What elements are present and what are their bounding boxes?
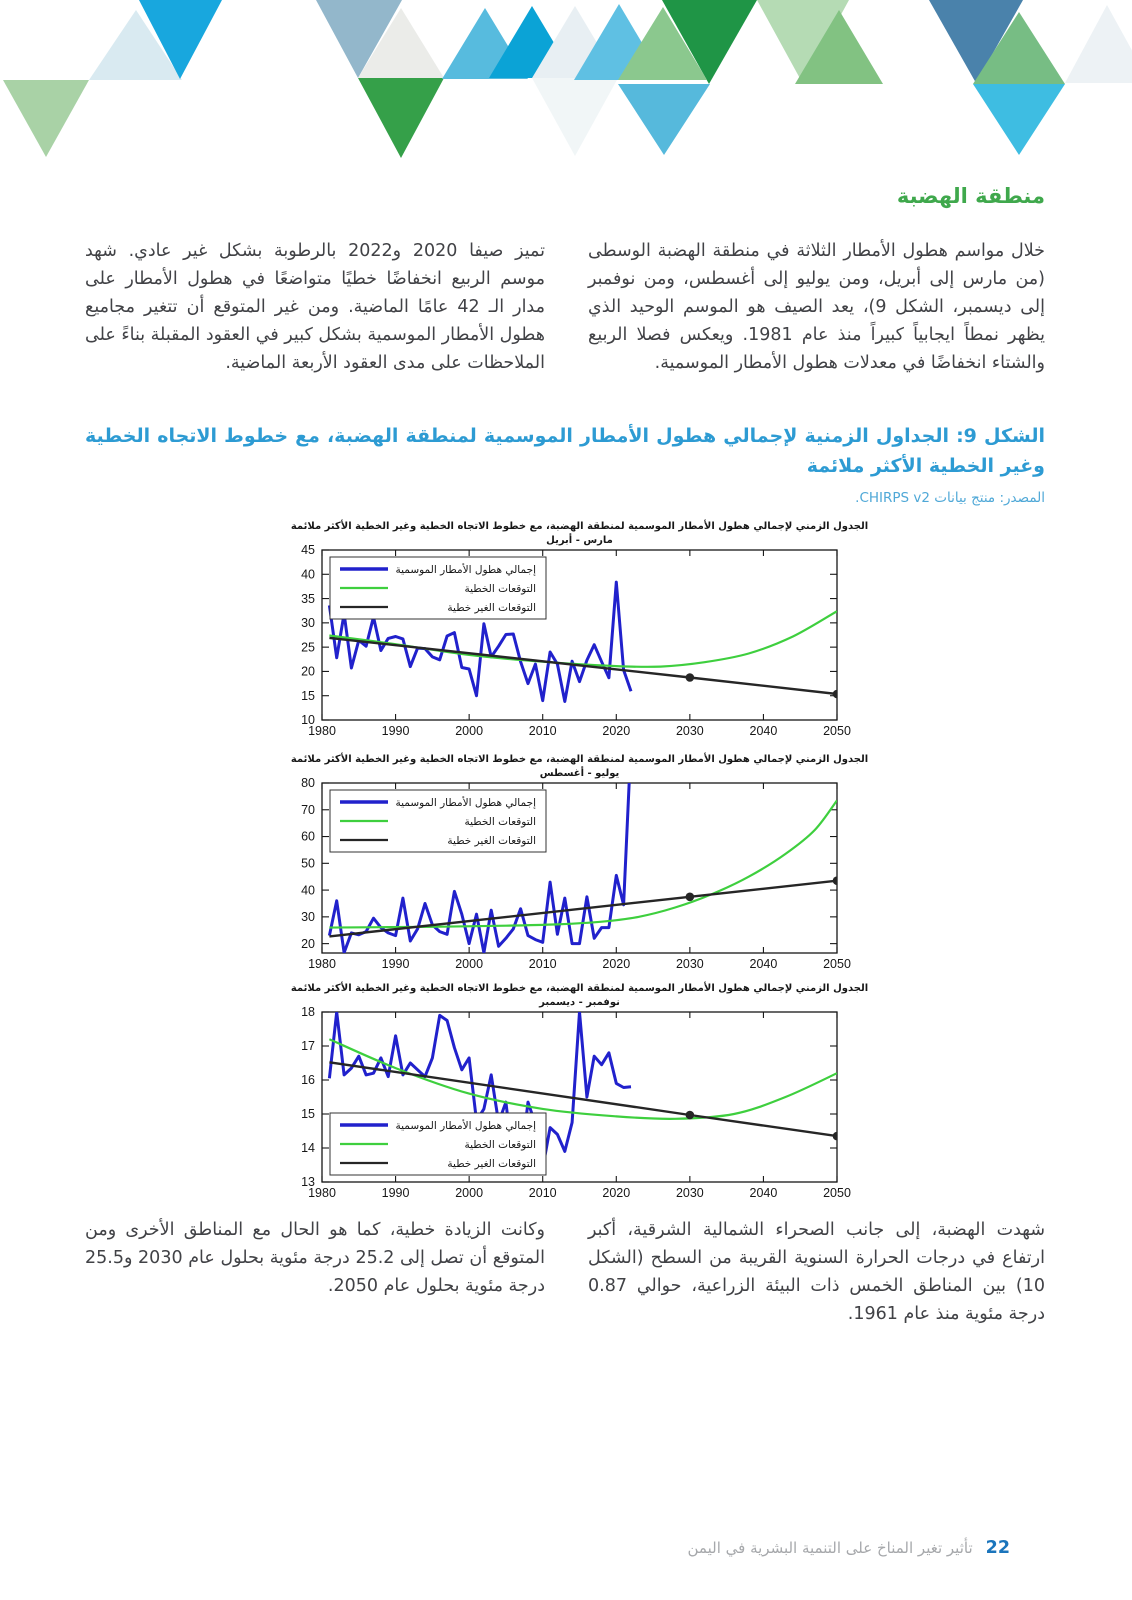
y-tick-label: 60 bbox=[301, 829, 315, 844]
x-tick-label: 2030 bbox=[675, 1186, 704, 1200]
x-tick-label: 2010 bbox=[528, 957, 557, 971]
y-tick-label: 15 bbox=[301, 688, 315, 703]
paragraph-intro-left: تميز صيفا 2020 و2022 بالرطوبة بشكل غير عادي. شهد موسم الربيع انخفاضًا خطيًا متواضعًا في هطول الأمطار على مدار الـ 42 عامًا الماضية. ومن غير المتوقع أن تتغير مجاميع هطول الأمطار الموسمية بشكل كبير في العقود المقبلة بناءً على الملاحظات على مدى العقود الأربعة الماضية. bbox=[85, 241, 546, 373]
chart-legend bbox=[330, 790, 546, 852]
y-tick-label: 13 bbox=[301, 1175, 315, 1190]
x-tick-label: 2040 bbox=[749, 957, 778, 971]
chart-title: الجدول الزمني لإجمالي هطول الأمطار الموسمية لمنطقة الهضبة، مع خطوط الاتجاه الخطية وغير الخطية الأكثر ملائمة bbox=[290, 754, 869, 765]
legend-label: التوقعات الخطية bbox=[464, 815, 536, 828]
chart-subtitle: نوفمبر - ديسمبر bbox=[539, 997, 620, 1008]
x-tick-label: 2000 bbox=[455, 724, 484, 738]
y-tick-label: 80 bbox=[301, 776, 315, 791]
legend-label: التوقعات الخطية bbox=[464, 1138, 536, 1151]
chart-subtitle: يوليو - أغسطس bbox=[539, 768, 620, 779]
page-footer bbox=[688, 1538, 1010, 1558]
y-tick-label: 50 bbox=[301, 856, 315, 871]
x-tick-label: 2020 bbox=[602, 724, 631, 738]
chart-march-april bbox=[268, 514, 908, 746]
y-tick-label: 16 bbox=[301, 1073, 315, 1088]
figure-caption: الشكل 9: الجداول الزمنية لإجمالي هطول الأمطار الموسمية لمنطقة الهضبة، مع خطوط الاتجاه الخطية وغير الخطية الأكثر ملائمة bbox=[85, 425, 1045, 477]
forecast-marker bbox=[833, 690, 842, 699]
forecast-marker bbox=[833, 876, 842, 885]
x-tick-label: 1980 bbox=[308, 1186, 336, 1200]
x-tick-label: 2040 bbox=[749, 1186, 778, 1200]
forecast-marker bbox=[833, 1132, 842, 1141]
y-tick-label: 17 bbox=[301, 1039, 315, 1054]
y-tick-label: 10 bbox=[301, 713, 315, 728]
x-tick-label: 2010 bbox=[528, 724, 557, 738]
paragraph-temperature-right: شهدت الهضبة، إلى جانب الصحراء الشمالية الشرقية، أكبر ارتفاع في درجات الحرارة السنوية القريبة من السطح (الشكل 10) بين المناطق الخمس ذات البيئة الزراعية، حوالي 0.87 درجة مئوية منذ عام 1961. bbox=[588, 1220, 1045, 1324]
x-tick-label: 2020 bbox=[602, 957, 631, 971]
x-tick-label: 2040 bbox=[749, 724, 778, 738]
x-tick-label: 1980 bbox=[308, 724, 336, 738]
y-tick-label: 40 bbox=[301, 567, 315, 582]
paragraph-intro-right: خلال مواسم هطول الأمطار الثلاثة في منطقة الهضبة الوسطى (من مارس إلى أبريل، ومن يوليو إلى أغسطس، ومن نوفمبر إلى ديسمبر، الشكل 9)، يعد الصيف هو الموسم الوحيد الذي يظهر نمطاً ايجابياً كبيراً منذ عام 1981. ويعكس فصلا الربيع والشتاء انخفاضًا في معدلات هطول الأمطار الموسمية. bbox=[588, 241, 1045, 373]
forecast-marker bbox=[686, 1111, 695, 1120]
x-tick-label: 1990 bbox=[381, 957, 410, 971]
forecast-marker bbox=[686, 673, 695, 682]
figure-source: المصدر: منتج بيانات CHIRPS v2. bbox=[855, 490, 1045, 506]
x-tick-label: 2030 bbox=[675, 957, 704, 971]
chart-subtitle: مارس - أبريل bbox=[546, 535, 613, 546]
x-tick-label: 1990 bbox=[381, 724, 410, 738]
y-tick-label: 30 bbox=[301, 910, 315, 925]
x-tick-label: 2010 bbox=[528, 1186, 557, 1200]
forecast-marker bbox=[686, 892, 695, 901]
chart-title: الجدول الزمني لإجمالي هطول الأمطار الموسمية لمنطقة الهضبة، مع خطوط الاتجاه الخطية وغير الخطية الأكثر ملائمة bbox=[290, 983, 869, 994]
chart-svg bbox=[268, 514, 908, 746]
page-number: 22 bbox=[985, 1538, 1010, 1558]
y-tick-label: 40 bbox=[301, 883, 315, 898]
chart-svg bbox=[268, 976, 908, 1208]
x-tick-label: 2050 bbox=[823, 1186, 851, 1200]
legend-label: التوقعات الغير خطية bbox=[447, 601, 536, 614]
y-tick-label: 35 bbox=[301, 591, 315, 606]
legend-label: التوقعات الغير خطية bbox=[447, 1157, 536, 1170]
y-tick-label: 45 bbox=[301, 543, 315, 558]
y-tick-label: 70 bbox=[301, 802, 315, 817]
x-tick-label: 2050 bbox=[823, 957, 851, 971]
x-tick-label: 2000 bbox=[455, 957, 484, 971]
y-tick-label: 14 bbox=[301, 1141, 315, 1156]
y-tick-label: 15 bbox=[301, 1107, 315, 1122]
y-tick-label: 30 bbox=[301, 616, 315, 631]
chart-legend bbox=[330, 1113, 546, 1175]
chart-november-december bbox=[268, 976, 908, 1208]
chart-title: الجدول الزمني لإجمالي هطول الأمطار الموسمية لمنطقة الهضبة، مع خطوط الاتجاه الخطية وغير الخطية الأكثر ملائمة bbox=[290, 521, 869, 532]
y-tick-label: 20 bbox=[301, 936, 315, 951]
chart-legend bbox=[330, 557, 546, 619]
chart-svg bbox=[268, 747, 908, 979]
y-tick-label: 18 bbox=[301, 1005, 315, 1020]
x-tick-label: 2000 bbox=[455, 1186, 484, 1200]
legend-label: التوقعات الخطية bbox=[464, 582, 536, 595]
section-heading: منطقة الهضبة bbox=[896, 184, 1045, 208]
legend-label: إجمالي هطول الأمطار الموسمية bbox=[395, 1119, 536, 1132]
legend-label: التوقعات الغير خطية bbox=[447, 834, 536, 847]
x-tick-label: 1990 bbox=[381, 1186, 410, 1200]
x-tick-label: 2030 bbox=[675, 724, 704, 738]
footer-report-title: تأثير تغير المناخ على التنمية البشرية في اليمن bbox=[687, 1539, 973, 1557]
y-tick-label: 20 bbox=[301, 664, 315, 679]
x-tick-label: 1980 bbox=[308, 957, 336, 971]
chart-july-august bbox=[268, 747, 908, 979]
x-tick-label: 2020 bbox=[602, 1186, 631, 1200]
legend-label: إجمالي هطول الأمطار الموسمية bbox=[395, 796, 536, 809]
paragraph-temperature-left: وكانت الزيادة خطية، كما هو الحال مع المناطق الأخرى ومن المتوقع أن تصل إلى 25.2 درجة مئوية بحلول عام 2030 و25.5 درجة مئوية بحلول عام 2050. bbox=[85, 1220, 546, 1296]
x-tick-label: 2050 bbox=[823, 724, 851, 738]
y-tick-label: 25 bbox=[301, 640, 315, 655]
legend-label: إجمالي هطول الأمطار الموسمية bbox=[395, 563, 536, 576]
header-triangle-banner bbox=[0, 0, 1132, 170]
